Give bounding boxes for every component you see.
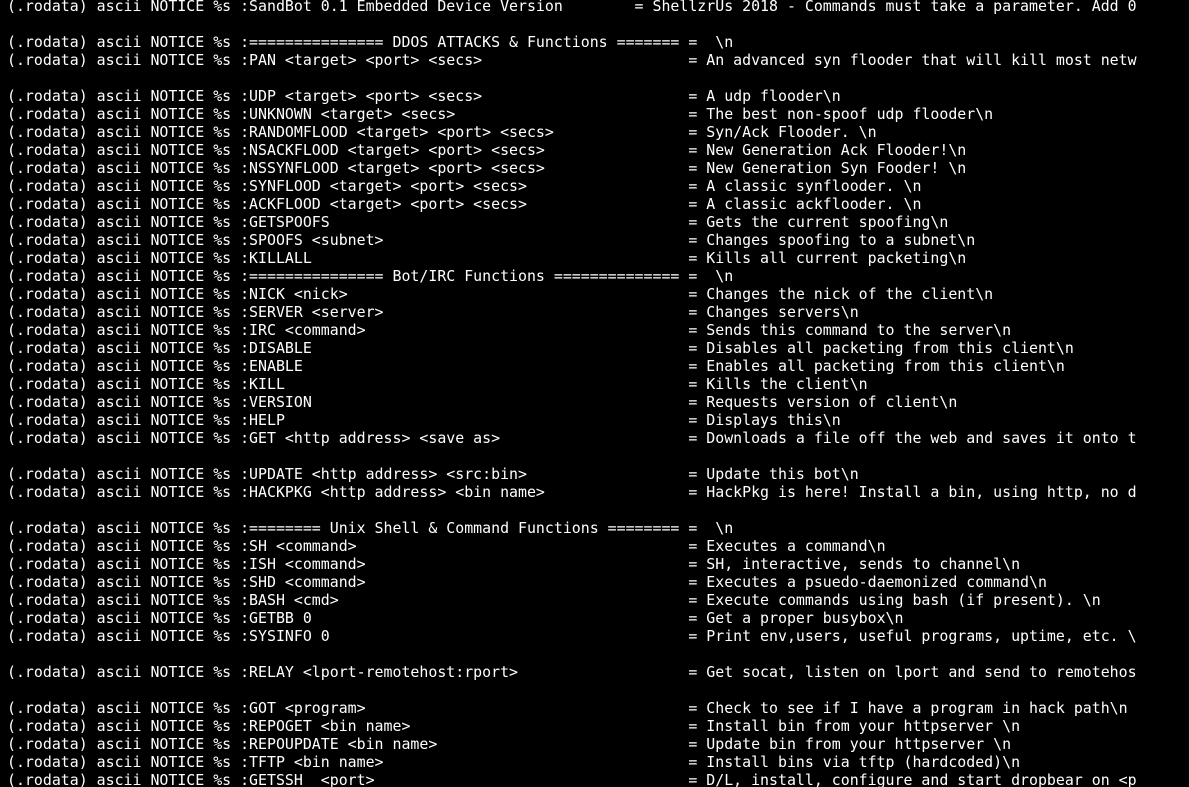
terminal-line: (.rodata) ascii NOTICE %s :=============== DDOS ATTACKS & Functions ======= = \n bbox=[7, 33, 734, 51]
terminal-line: (.rodata) ascii NOTICE %s :KILL = Kills the client\n bbox=[7, 375, 868, 393]
terminal-line: (.rodata) ascii NOTICE %s :HACKPKG <http address> <bin name> = HackPkg is here! Install a bin, using http, no d bbox=[7, 483, 1137, 501]
terminal-line: (.rodata) ascii NOTICE %s :REPOGET <bin name> = Install bin from your httpserver \n bbox=[7, 717, 1021, 735]
terminal-line: (.rodata) ascii NOTICE %s :HELP = Displays this\n bbox=[7, 411, 841, 429]
terminal-line: (.rodata) ascii NOTICE %s :DISABLE = Disables all packeting from this client\n bbox=[7, 339, 1074, 357]
terminal-line: (.rodata) ascii NOTICE %s :GOT <program> = Check to see if I have a program in hack path\n bbox=[7, 699, 1128, 717]
terminal-blank-line bbox=[7, 501, 1189, 519]
terminal-line: (.rodata) ascii NOTICE %s :GETSSH <port> = D/L, install, configure and start dropbear on <p bbox=[7, 771, 1137, 787]
terminal-line: (.rodata) ascii NOTICE %s :SHD <command> = Executes a psuedo-daemonized command\n bbox=[7, 573, 1047, 591]
terminal-line: (.rodata) ascii NOTICE %s :ISH <command> = SH, interactive, sends to channel\n bbox=[7, 555, 1021, 573]
terminal-blank-line bbox=[7, 15, 1189, 33]
terminal-line: (.rodata) ascii NOTICE %s :SPOOFS <subnet> = Changes spoofing to a subnet\n bbox=[7, 231, 976, 249]
terminal-line: (.rodata) ascii NOTICE %s :UDP <target> <port> <secs> = A udp flooder\n bbox=[7, 87, 841, 105]
terminal-line: (.rodata) ascii NOTICE %s :VERSION = Requests version of client\n bbox=[7, 393, 958, 411]
terminal-blank-line bbox=[7, 69, 1189, 87]
terminal-line: (.rodata) ascii NOTICE %s :IRC <command> = Sends this command to the server\n bbox=[7, 321, 1012, 339]
terminal-line: (.rodata) ascii NOTICE %s :GET <http address> <save as> = Downloads a file off the web and saves it onto t bbox=[7, 429, 1137, 447]
terminal-output bbox=[7, 0, 1189, 787]
terminal-line: (.rodata) ascii NOTICE %s :SandBot 0.1 Embedded Device Version = ShellzrUs 2018 - Commands must take a parameter. Add 0 bbox=[7, 0, 1137, 15]
terminal-line: (.rodata) ascii NOTICE %s :ACKFLOOD <target> <port> <secs> = A classic ackflooder. \n bbox=[7, 195, 922, 213]
terminal-line: (.rodata) ascii NOTICE %s :NICK <nick> = Changes the nick of the client\n bbox=[7, 285, 994, 303]
terminal-line: (.rodata) ascii NOTICE %s :GETBB 0 = Get a proper busybox\n bbox=[7, 609, 904, 627]
terminal-line: (.rodata) ascii NOTICE %s :ENABLE = Enables all packeting from this client\n bbox=[7, 357, 1065, 375]
terminal-line: (.rodata) ascii NOTICE %s :RANDOMFLOOD <target> <port> <secs> = Syn/Ack Flooder. \n bbox=[7, 123, 877, 141]
terminal-line: (.rodata) ascii NOTICE %s :SERVER <server> = Changes servers\n bbox=[7, 303, 859, 321]
terminal-line: (.rodata) ascii NOTICE %s :PAN <target> <port> <secs> = An advanced syn flooder that will kill most netw bbox=[7, 51, 1137, 69]
terminal-line: (.rodata) ascii NOTICE %s :SH <command> = Executes a command\n bbox=[7, 537, 886, 555]
terminal-line: (.rodata) ascii NOTICE %s :======== Unix Shell & Command Functions ======== = \n bbox=[7, 519, 734, 537]
terminal-line: (.rodata) ascii NOTICE %s :SYSINFO 0 = Print env,users, useful programs, uptime, etc. \ bbox=[7, 627, 1137, 645]
terminal-blank-line bbox=[7, 681, 1189, 699]
terminal-line: (.rodata) ascii NOTICE %s :NSSYNFLOOD <target> <port> <secs> = New Generation Syn Fooder! \n bbox=[7, 159, 967, 177]
terminal-line: (.rodata) ascii NOTICE %s :REPOUPDATE <bin name> = Update bin from your httpserver \n bbox=[7, 735, 1012, 753]
terminal-blank-line bbox=[7, 645, 1189, 663]
terminal-line: (.rodata) ascii NOTICE %s :TFTP <bin name> = Install bins via tftp (hardcoded)\n bbox=[7, 753, 1021, 771]
terminal-line: (.rodata) ascii NOTICE %s :NSACKFLOOD <target> <port> <secs> = New Generation Ack Flooder!\n bbox=[7, 141, 967, 159]
terminal-line: (.rodata) ascii NOTICE %s :RELAY <lport-remotehost:rport> = Get socat, listen on lport and send to remotehos bbox=[7, 663, 1137, 681]
terminal-line: (.rodata) ascii NOTICE %s :SYNFLOOD <target> <port> <secs> = A classic synflooder. \n bbox=[7, 177, 922, 195]
terminal-blank-line bbox=[7, 447, 1189, 465]
terminal-line: (.rodata) ascii NOTICE %s :GETSPOOFS = Gets the current spoofing\n bbox=[7, 213, 949, 231]
terminal-line: (.rodata) ascii NOTICE %s :KILLALL = Kills all current packeting\n bbox=[7, 249, 967, 267]
terminal-line: (.rodata) ascii NOTICE %s :UPDATE <http address> <src:bin> = Update this bot\n bbox=[7, 465, 859, 483]
terminal-line: (.rodata) ascii NOTICE %s :BASH <cmd> = Execute commands using bash (if present). \n bbox=[7, 591, 1101, 609]
terminal-line: (.rodata) ascii NOTICE %s :UNKNOWN <target> <secs> = The best non-spoof udp flooder\n bbox=[7, 105, 994, 123]
terminal-line: (.rodata) ascii NOTICE %s :=============== Bot/IRC Functions ============== = \n bbox=[7, 267, 734, 285]
